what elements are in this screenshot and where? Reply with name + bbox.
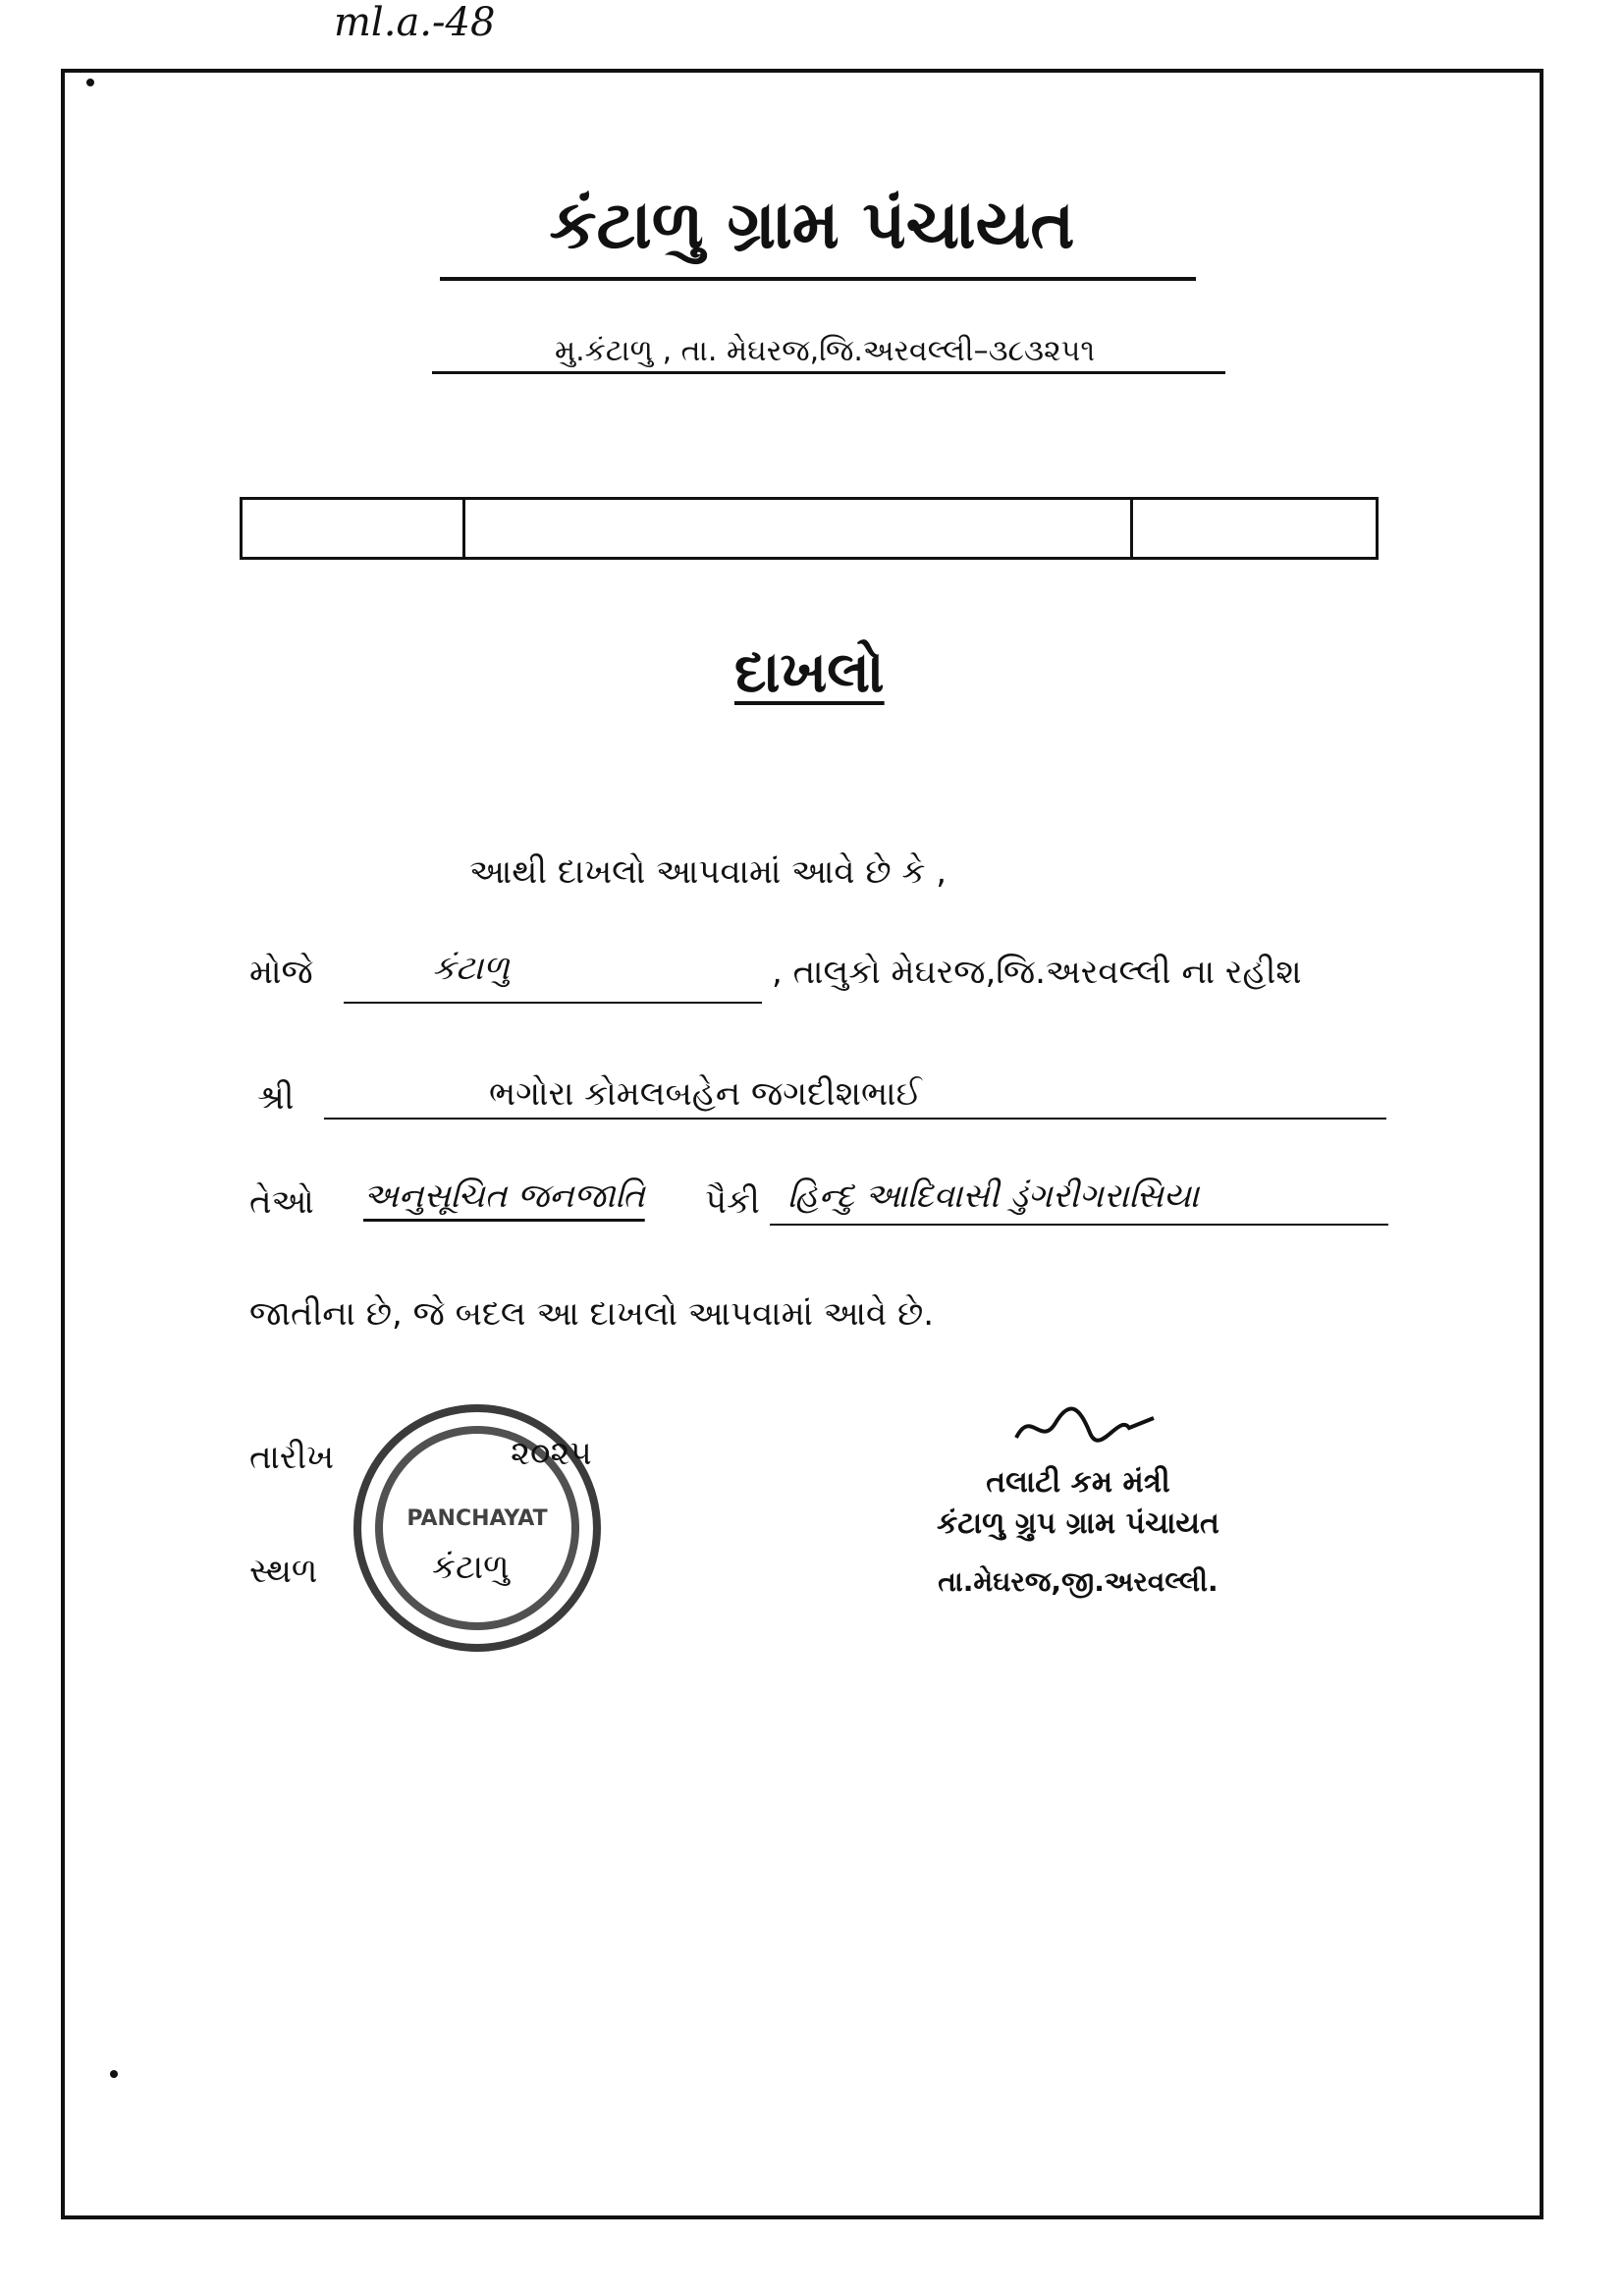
certificate-heading: દાખલો [734,638,885,705]
teo-label: તેઓ [249,1182,314,1222]
reference-box [240,497,1379,560]
caste-value: હિન્દુ આદિવાસી ડુંગરીગરાસિયા [787,1176,1200,1216]
panchayat-title: કંટાળુ ગ્રામ પંચાયત [549,187,1075,264]
village-value: કંટાળુ [432,949,510,988]
date-label: તારીખ [249,1438,335,1477]
scan-speck [110,2070,118,2078]
scan-speck [86,79,94,86]
handwritten-reference-note: ml.a.-48 [334,0,496,45]
village-fill-line [344,1002,762,1004]
address-underline [432,371,1225,374]
date-value: ૨૦૨૫ [511,1434,592,1473]
reference-box-divider [462,500,465,557]
name-value: ભગોરા કોમલબહેન જગદીશભાઈ [489,1074,922,1114]
signature-mark [1011,1398,1159,1457]
signatory-office: કંટાળુ ગ્રુપ ગ્રામ પંચાયત [937,1506,1219,1541]
place-value: કંટાળુ [432,1548,510,1587]
signatory-address: તા.મેઘરજ,જી.અરવલ્લી. [938,1565,1218,1598]
paiki-label: પૈકી [705,1182,760,1222]
tribe-value: અનુસૂચિત જનજાતિ [363,1176,645,1216]
shri-label: શ્રી [257,1078,295,1118]
intro-text: આથી દાખલો આપવામાં આવે છે કે , [469,852,947,892]
taluko-text: , તાલુકો મેઘરજ,જિ.અરવલ્લી ના રહીશ [772,953,1302,992]
panchayat-address: મુ.કંટાળુ , તા. મેઘરજ,જિ.અરવલ્લી–૩૮૩૨૫૧ [554,334,1096,368]
signatory-title: તલાટી કમ મંત્રી [986,1465,1170,1500]
title-underline [440,277,1196,281]
reference-box-divider [1130,500,1133,557]
caste-fill-line [770,1224,1388,1226]
certificate-border [61,69,1543,2219]
place-label: સ્થળ [249,1552,318,1591]
stamp-text: PANCHAYAT [406,1506,548,1531]
name-fill-line [324,1118,1386,1120]
moje-label: મોજે [249,953,313,992]
closing-text: જાતીના છે, જે બદલ આ દાખલો આપવામાં આવે છે. [249,1294,935,1334]
